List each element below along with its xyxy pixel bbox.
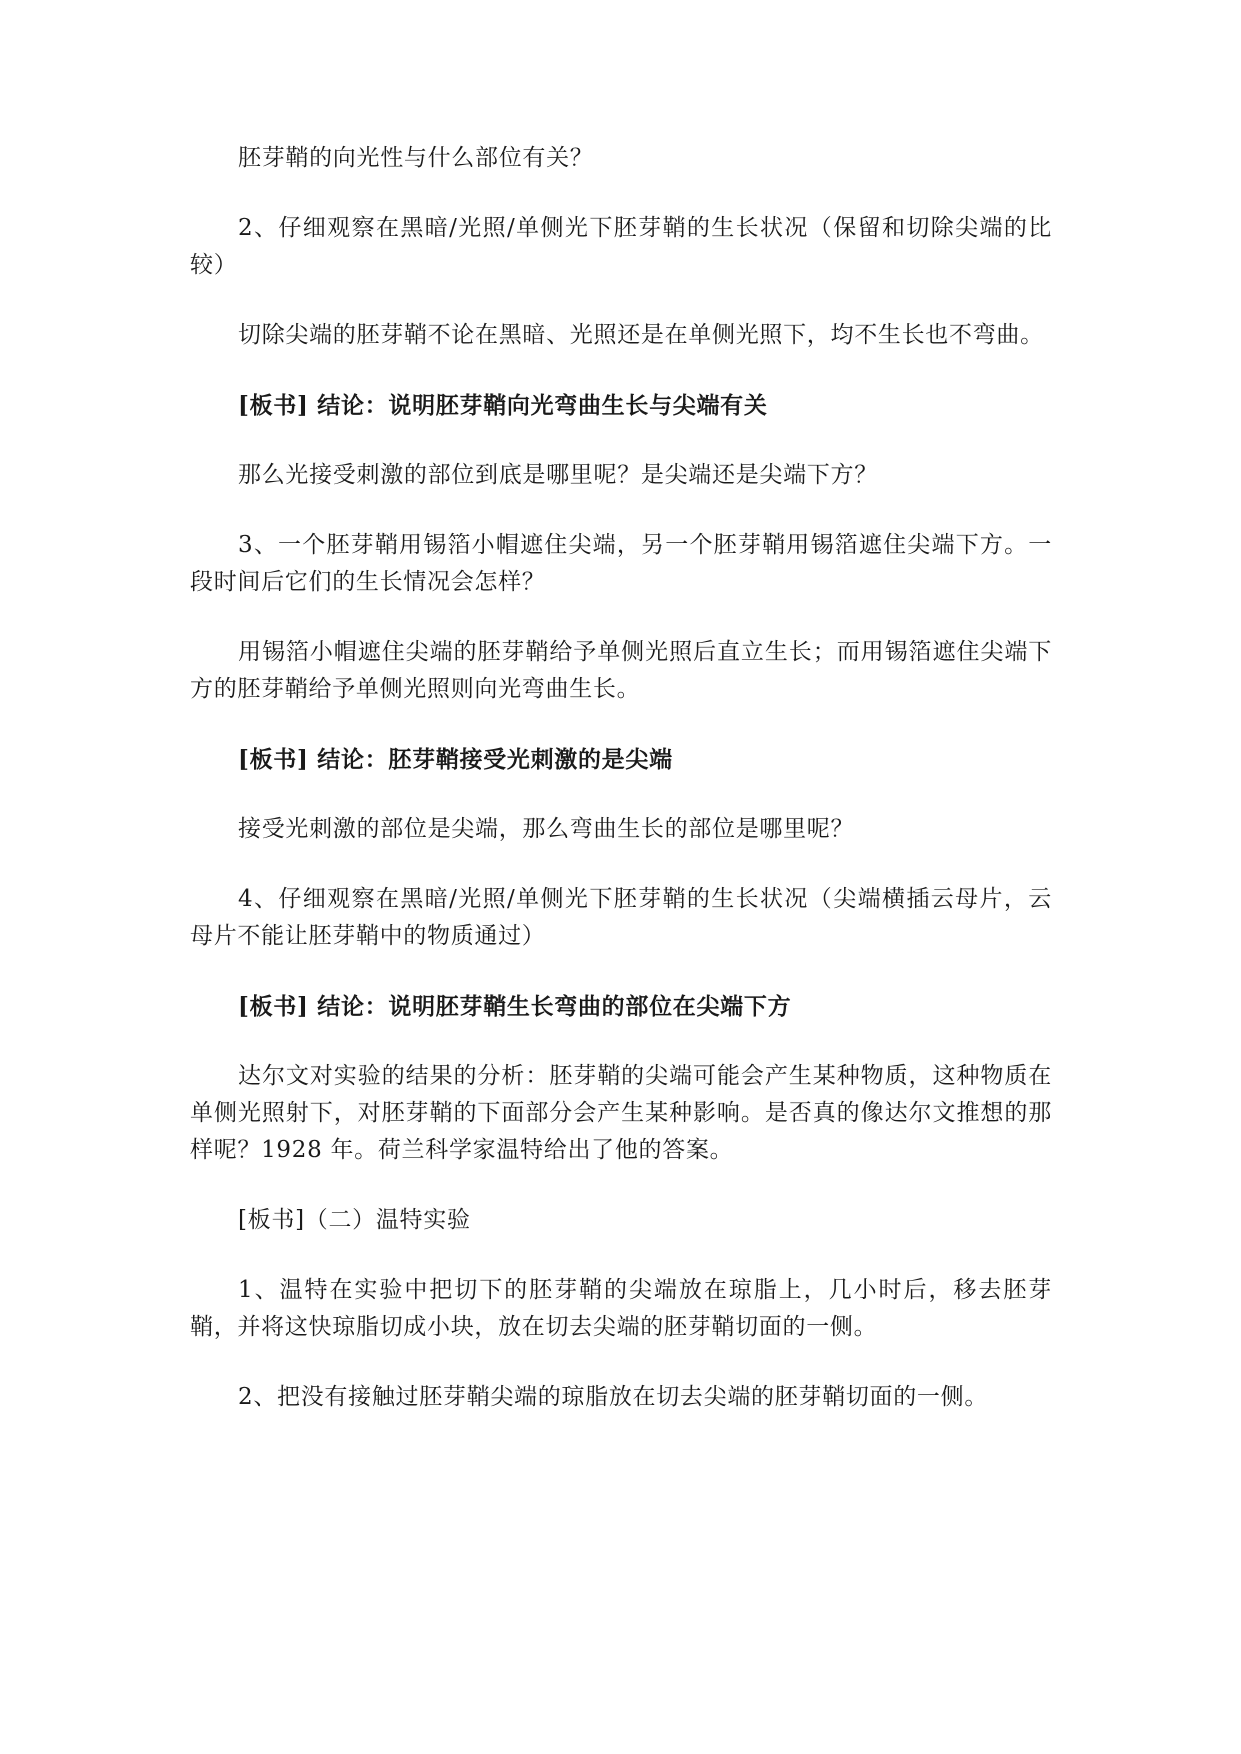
paragraph-step-2: 2、仔细观察在黑暗/光照/单侧光下胚芽鞘的生长状况（保留和切除尖端的比较） <box>190 215 1052 278</box>
document-body <box>190 140 1052 1449</box>
paragraph-question-bending-site: 接受光刺激的部位是尖端，那么弯曲生长的部位是哪里呢？ <box>238 816 855 842</box>
paragraph-went-step-2: 2、把没有接触过胚芽鞘尖端的琼脂放在切去尖端的胚芽鞘切面的一侧。 <box>238 1384 989 1410</box>
paragraph-step-4: 4、仔细观察在黑暗/光照/单侧光下胚芽鞘的生长状况（尖端横插云母片，云母片不能让胚芽鞘中的物质通过） <box>190 886 1052 949</box>
paragraph-question-phototropism: 胚芽鞘的向光性与什么部位有关？ <box>238 145 594 171</box>
paragraph-darwin-analysis: 达尔文对实验的结果的分析：胚芽鞘的尖端可能会产生某种物质，这种物质在单侧光照射下，对胚芽鞘的下面部分会产生某种影响。是否真的像达尔文推想的那样呢？1928 年。荷兰科学家温特给出了他的答案。 <box>190 1063 1052 1163</box>
paragraph-result-cut-tip: 切除尖端的胚芽鞘不论在黑暗、光照还是在单侧光照下，均不生长也不弯曲。 <box>238 322 1044 348</box>
board-note-conclusion-2: [板书] 结论：胚芽鞘接受光刺激的是尖端 <box>238 746 673 773</box>
paragraph-went-step-1: 1、温特在实验中把切下的胚芽鞘的尖端放在琼脂上，几小时后，移去胚芽鞘，并将这快琼脂切成小块，放在切去尖端的胚芽鞘切面的一侧。 <box>190 1277 1052 1340</box>
board-note-conclusion-3: [板书] 结论：说明胚芽鞘生长弯曲的部位在尖端下方 <box>238 993 792 1020</box>
paragraph-result-foil: 用锡箔小帽遮住尖端的胚芽鞘给予单侧光照后直立生长；而用锡箔遮住尖端下方的胚芽鞘给予单侧光照则向光弯曲生长。 <box>190 639 1052 702</box>
paragraph-question-light-site: 那么光接受刺激的部位到底是哪里呢？是尖端还是尖端下方？ <box>238 462 878 488</box>
board-note-conclusion-1: [板书] 结论：说明胚芽鞘向光弯曲生长与尖端有关 <box>238 392 768 419</box>
paragraph-step-3: 3、一个胚芽鞘用锡箔小帽遮住尖端，另一个胚芽鞘用锡箔遮住尖端下方。一段时间后它们的生长情况会怎样？ <box>190 532 1052 595</box>
board-note-went-experiment: [板书]（二）温特实验 <box>238 1207 471 1233</box>
